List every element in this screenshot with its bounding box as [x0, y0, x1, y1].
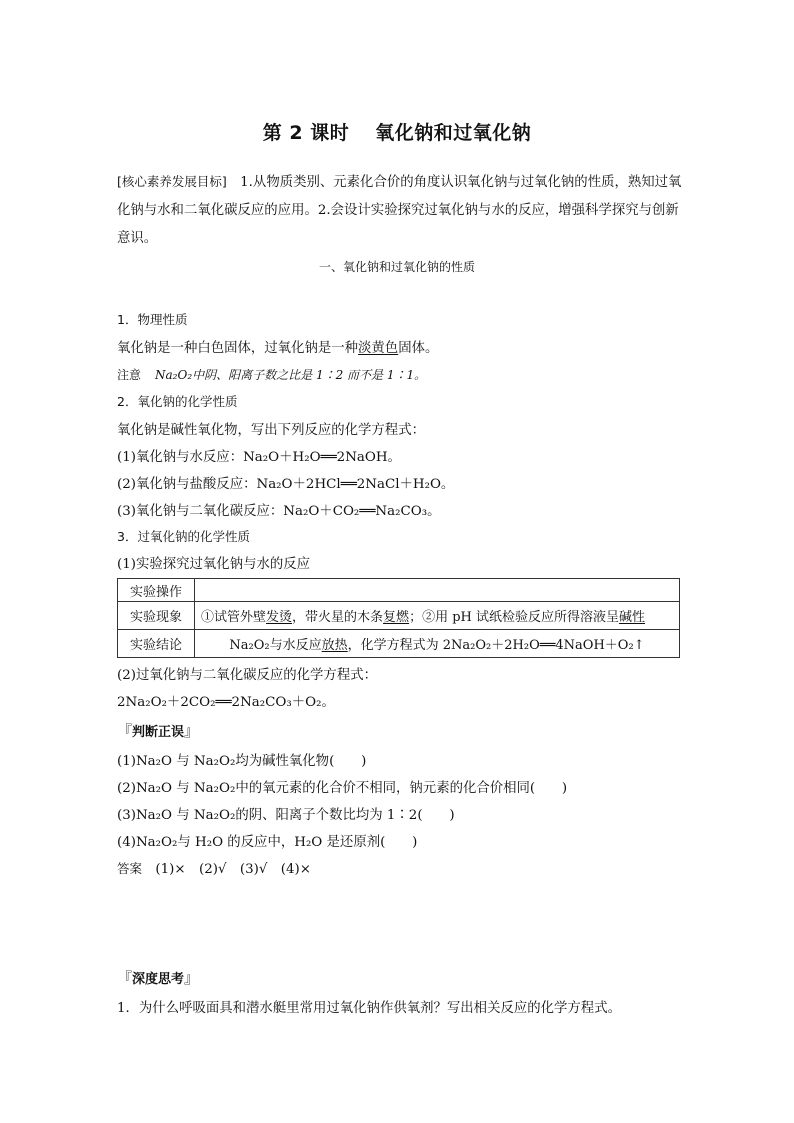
- note-text: Na₂O₂中阴、阳离子数之比是 1∶2 而不是 1∶1。: [155, 368, 427, 382]
- note-label: 注意: [117, 368, 142, 382]
- table-key: 实验现象: [118, 602, 195, 630]
- answer-underlined: 复燃: [383, 610, 410, 625]
- table-value: [195, 602, 680, 630]
- na2o-properties-heading: 2．氧化钠的化学性质: [117, 394, 238, 409]
- reaction-2: (2)氧化钠与盐酸反应：Na₂O＋2HCl══2NaCl＋H₂O。: [117, 477, 455, 492]
- judge-heading-text: 判断正误: [132, 725, 185, 740]
- reaction-3: (3)氧化钠与二氧化碳反应：Na₂O＋CO₂══Na₂CO₃。: [117, 504, 441, 519]
- think-heading: 『深度思考』: [117, 969, 200, 987]
- co2-reaction-equation: 2Na₂O₂＋2CO₂══2Na₂CO₃＋O₂。: [117, 695, 335, 710]
- text-run: Na₂O₂与水反应: [229, 638, 322, 653]
- physical-properties-text: [117, 337, 438, 356]
- judge-item: (2)Na₂O 与 Na₂O₂中的氧元素的化合价不相同，钠元素的化合价相同( ): [117, 781, 568, 796]
- think-heading-text: 深度思考: [132, 972, 185, 987]
- table-key: 实验操作: [118, 579, 195, 602]
- text-run: 固体。: [398, 341, 439, 356]
- na2o-intro: 氧化钠是碱性氧化物，写出下列反应的化学方程式：: [117, 423, 425, 438]
- experiment-table: [117, 578, 680, 658]
- text-run: 氧化钠是一种白色固体，过氧化钠是一种: [117, 341, 359, 356]
- table-value: [195, 630, 680, 658]
- text-run: ，带火星的木条: [292, 610, 384, 625]
- lesson-topic: 氧化钠和过氧化钠: [375, 122, 532, 144]
- answer-underlined: 放热: [321, 638, 348, 653]
- answer-label: 答案: [117, 861, 143, 876]
- na2o2-properties-heading: 3．过氧化钠的化学性质: [117, 529, 250, 544]
- section-heading: 一、氧化钠和过氧化钠的性质: [318, 260, 475, 274]
- co2-reaction-heading: (2)过氧化钠与二氧化碳反应的化学方程式：: [117, 668, 377, 683]
- lesson-number: 第 2 课时: [262, 122, 350, 144]
- physical-properties-heading: 1．物理性质: [117, 312, 188, 327]
- answer-underlined: 发烫: [266, 610, 293, 625]
- note: [117, 366, 426, 383]
- judge-item: (3)Na₂O 与 Na₂O₂的阴、阳离子个数比均为 1∶2( ): [117, 808, 455, 823]
- table-row: [118, 602, 680, 630]
- page-title: [0, 118, 794, 145]
- experiment-heading: (1)实验探究过氧化钠与水的反应: [117, 557, 311, 572]
- answer-underlined: 碱性: [619, 610, 646, 625]
- table-key: 实验结论: [118, 630, 195, 658]
- answer-text: (1)× (2)√ (3)√ (4)×: [155, 862, 311, 877]
- goals-tag: [核心素养发展目标]: [117, 174, 227, 189]
- text-run: ，化学方程式为 2Na₂O₂＋2H₂O══4NaOH＋O₂↑: [347, 638, 645, 653]
- table-value: [195, 579, 680, 602]
- text-run: ；②用 pH 试纸检验反应所得溶液呈: [409, 610, 619, 625]
- think-question: 1．为什么呼吸面具和潜水艇里常用过氧化钠作供氧剂？写出相关反应的化学方程式。: [117, 1001, 621, 1016]
- reaction-1: (1)氧化钠与水反应：Na₂O＋H₂O══2NaOH。: [117, 450, 401, 465]
- answer-underlined: 淡黄色: [358, 341, 399, 356]
- table-row: [118, 579, 680, 602]
- judge-item: (4)Na₂O₂与 H₂O 的反应中，H₂O 是还原剂( ): [117, 835, 418, 850]
- judge-heading: 『判断正误』: [117, 722, 200, 740]
- table-row: [118, 630, 680, 658]
- judge-item: (1)Na₂O 与 Na₂O₂均为碱性氧化物( ): [117, 754, 367, 769]
- core-goals: [117, 168, 683, 253]
- text-run: ①试管外壁: [201, 610, 267, 625]
- answer-line: [117, 858, 311, 877]
- goals-text: 1.从物质类别、元素化合价的角度认识氧化钠与过氧化钠的性质，熟知过氧化钠与水和二氧化碳反应的应用。2.会设计实验探究过氧化钠与水的反应，增强科学探究与创新意识。: [117, 175, 682, 246]
